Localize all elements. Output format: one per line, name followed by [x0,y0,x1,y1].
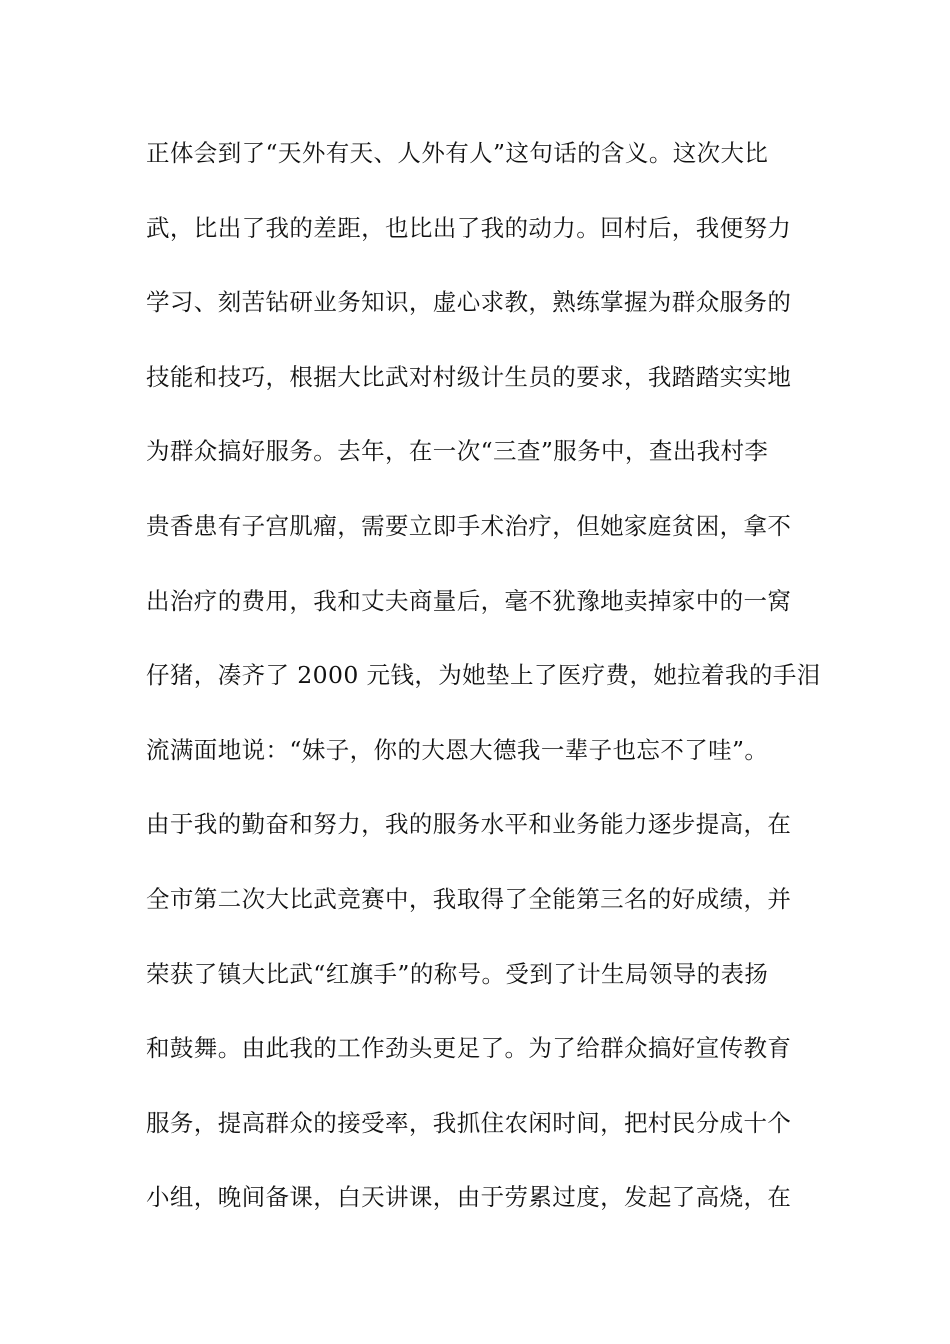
text-line: 由于我的勤奋和努力，我的服务水平和业务能力逐步提高，在 [146,810,792,839]
text-line: 为群众搞好服务。去年，在一次“三查”服务中，查出我村李 [146,437,769,466]
text-line: 服务，提高群众的接受率，我抓住农闲时间，把村民分成十个 [146,1108,792,1137]
text-line: 小组，晚间备课，白天讲课，由于劳累过度，发起了高烧，在 [146,1183,792,1212]
text-line: 出治疗的费用，我和丈夫商量后，毫不犹豫地卖掉家中的一窝 [146,586,792,615]
text-line: 流满面地说：“妹子，你的大恩大德我一辈子也忘不了哇”。 [146,735,769,764]
text-line: 和鼓舞。由此我的工作劲头更足了。为了给群众搞好宣传教育 [146,1034,792,1063]
text-line: 技能和技巧，根据大比武对村级计生员的要求，我踏踏实实地 [146,362,792,391]
text-line: 正体会到了“天外有天、人外有人”这句话的含义。这次大比 [146,139,769,167]
text-line: 荣获了镇大比武“红旗手”的称号。受到了计生局领导的表扬 [146,959,769,988]
text-line: 学习、刻苦钻研业务知识，虚心求教，熟练掌握为群众服务的 [146,288,792,317]
text-line: 仔猪，凑齐了 2000 元钱，为她垫上了医疗费，她拉着我的手泪 [146,661,821,690]
text-line: 贵香患有子宫肌瘤，需要立即手术治疗，但她家庭贫困，拿不 [146,511,792,540]
document-body [146,130,821,1249]
text-line: 全市第二次大比武竞赛中，我取得了全能第三名的好成绩，并 [146,884,792,913]
text-line: 武，比出了我的差距，也比出了我的动力。回村后，我便努力 [146,213,792,242]
